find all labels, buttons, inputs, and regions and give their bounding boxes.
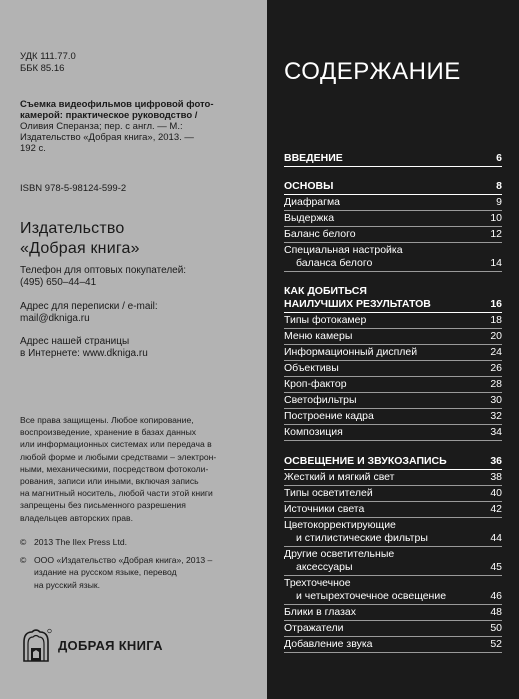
copyright-ilex bbox=[20, 536, 265, 548]
phone-number: (495) 650–44–41 bbox=[20, 276, 97, 288]
toc-entry bbox=[284, 227, 502, 243]
toc-entry-page: 18 bbox=[490, 314, 502, 326]
toc-entry-label bbox=[284, 180, 482, 193]
toc-entry bbox=[284, 284, 502, 313]
phone-block bbox=[20, 265, 186, 288]
toc-entry-title: Кроп-фактор bbox=[284, 378, 347, 390]
toc-entry bbox=[284, 605, 502, 621]
toc-entry-page: 16 bbox=[490, 298, 502, 310]
toc-entry-title: Информационный дисплей bbox=[284, 346, 418, 358]
toc-entry-page: 6 bbox=[496, 152, 502, 164]
toc-entry-title: Отражатели bbox=[284, 622, 344, 634]
toc-entry bbox=[284, 377, 502, 393]
toc-entry-page: 8 bbox=[496, 180, 502, 192]
toc-entry-title: ОСНОВЫ bbox=[284, 180, 334, 192]
toc-entry-title: Меню камеры bbox=[284, 330, 353, 342]
toc-entry-page: 36 bbox=[490, 455, 502, 467]
toc-entry-title: Трехточечное bbox=[284, 577, 351, 589]
toc-title: СОДЕРЖАНИЕ bbox=[284, 58, 461, 85]
toc-entry bbox=[284, 409, 502, 425]
toc-entry bbox=[284, 393, 502, 409]
toc-entry-label bbox=[284, 212, 482, 225]
toc-entry-title-continued: и стилистические фильтры bbox=[296, 532, 428, 544]
email-label: Адрес для переписки / e-mail: bbox=[20, 301, 158, 312]
toc-entry bbox=[284, 361, 502, 377]
copyright-line: на русский язык. bbox=[34, 579, 101, 590]
publisher-logo bbox=[20, 628, 163, 662]
toc-entry-label bbox=[284, 606, 482, 619]
toc-entry-page: 26 bbox=[490, 362, 502, 374]
toc-entry bbox=[284, 470, 502, 486]
toc-entry-label bbox=[284, 503, 482, 516]
rights-line: Все права защищены. Любое копирование, bbox=[20, 415, 194, 425]
toc-entry bbox=[284, 637, 502, 653]
toc-entry bbox=[284, 345, 502, 361]
toc-entry-page: 44 bbox=[490, 532, 502, 544]
toc-entry-title: Источники света bbox=[284, 503, 365, 515]
toc-entry bbox=[284, 502, 502, 518]
toc-entry-title: ОСВЕЩЕНИЕ И ЗВУКОЗАПИСЬ bbox=[284, 455, 447, 467]
dobraya-kniga-logo-icon bbox=[20, 628, 52, 662]
toc-entry-page: 24 bbox=[490, 346, 502, 358]
toc-entry-page: 14 bbox=[490, 257, 502, 269]
toc-entry-label bbox=[284, 362, 482, 375]
toc-entry-page: 38 bbox=[490, 471, 502, 483]
bbk: ББК 85.16 bbox=[20, 63, 65, 74]
toc-entry-label bbox=[284, 152, 482, 165]
rights-line: ными, механическими, посредством фотоколи- bbox=[20, 463, 209, 474]
toc-entry-title: Композиция bbox=[284, 426, 343, 438]
toc-entry bbox=[284, 621, 502, 637]
copyright-symbol: © bbox=[20, 537, 27, 547]
publisher-line-1: Издательство bbox=[20, 220, 125, 237]
toc-entry bbox=[284, 547, 502, 576]
toc-entry bbox=[284, 486, 502, 502]
web-label: Адрес нашей страницы bbox=[20, 336, 130, 347]
toc-entry-title: Добавление звука bbox=[284, 638, 373, 650]
toc-entry-title: Светофильтры bbox=[284, 394, 357, 406]
phone-label: Телефон для оптовых покупателей: bbox=[20, 265, 187, 276]
toc-entry-label bbox=[284, 285, 482, 311]
toc-entry bbox=[284, 211, 502, 227]
toc-entry-page: 28 bbox=[490, 378, 502, 390]
toc-entry-label bbox=[284, 455, 482, 468]
toc-entry-title: ВВЕДЕНИЕ bbox=[284, 152, 343, 164]
toc-entry-label bbox=[284, 426, 482, 439]
toc-entry-label bbox=[284, 471, 482, 484]
copyright-symbol: © bbox=[20, 555, 27, 566]
bib-title-line-2: камерой: практическое руководство / bbox=[20, 110, 198, 121]
toc-entry-label bbox=[284, 244, 482, 270]
toc-entry-label bbox=[284, 519, 482, 545]
toc-entry-label bbox=[284, 394, 482, 407]
toc-entry bbox=[284, 576, 502, 605]
toc-entry-label bbox=[284, 330, 482, 343]
rights-line: воспроизведение, хранение в базах данных bbox=[20, 427, 197, 438]
rights-line: или информационных системах или передача в bbox=[20, 439, 212, 450]
toc-entry bbox=[284, 195, 502, 211]
toc-entry-label bbox=[284, 228, 482, 241]
rights-line: владельцев авторских прав. bbox=[20, 512, 133, 523]
toc-entry-page: 40 bbox=[490, 487, 502, 499]
copyright-line: ООО «Издательство «Добрая книга», 2013 – bbox=[34, 555, 213, 566]
toc-entry-page: 32 bbox=[490, 410, 502, 422]
toc-entry-page: 46 bbox=[490, 590, 502, 602]
toc-entry-label bbox=[284, 622, 482, 635]
toc-list bbox=[284, 151, 502, 653]
toc-entry bbox=[284, 518, 502, 547]
toc-entry-label bbox=[284, 314, 482, 327]
bib-title-line-1: Съемка видеофильмов цифровой фото- bbox=[20, 99, 214, 110]
toc-entry-label bbox=[284, 577, 482, 603]
copyright-block bbox=[20, 536, 265, 591]
toc-entry-page: 52 bbox=[490, 638, 502, 650]
copyright-line: издание на русском языке, перевод bbox=[34, 567, 177, 578]
udk: УДК 111.77.0 bbox=[20, 51, 76, 62]
toc-entry bbox=[284, 329, 502, 345]
toc-entry-label bbox=[284, 487, 482, 500]
toc-entry bbox=[284, 425, 502, 441]
toc-entry-label bbox=[284, 638, 482, 651]
bib-line-5: 192 с. bbox=[20, 143, 46, 154]
bib-line-3: Оливия Сперанза; пер. с англ. — М.: bbox=[20, 121, 183, 132]
toc-entry-title: Диафрагма bbox=[284, 196, 341, 208]
toc-entry-page: 45 bbox=[490, 561, 502, 573]
toc-entry-title: Типы осветителей bbox=[284, 487, 373, 499]
copyright-text: 2013 The Ilex Press Ltd. bbox=[34, 537, 127, 547]
toc-entry-label bbox=[284, 378, 482, 391]
toc-entry-page: 12 bbox=[490, 228, 502, 240]
toc-entry-label bbox=[284, 346, 482, 359]
toc-entry-page: 42 bbox=[490, 503, 502, 515]
rights-line: на магнитный носитель, любой части этой книги bbox=[20, 488, 213, 499]
toc-entry-title: Цветокорректирующие bbox=[284, 519, 396, 531]
toc-entry-title: Баланс белого bbox=[284, 228, 356, 240]
publisher-line-2: «Добрая книга» bbox=[20, 240, 140, 257]
toc-entry-title: Жесткий и мягкий свет bbox=[284, 471, 395, 483]
toc-entry-page: 48 bbox=[490, 606, 502, 618]
toc-entry-title: Объективы bbox=[284, 362, 339, 374]
toc-entry-page: 10 bbox=[490, 212, 502, 224]
rights-line: рования, записи или иными, включая запись bbox=[20, 476, 199, 487]
toc-entry-page: 50 bbox=[490, 622, 502, 634]
toc-entry bbox=[284, 179, 502, 195]
toc-entry-title-continued: аксессуары bbox=[296, 561, 353, 573]
toc-entry-page: 34 bbox=[490, 426, 502, 438]
toc-entry-page: 20 bbox=[490, 330, 502, 342]
toc-entry-label bbox=[284, 196, 482, 209]
toc-entry-title-continued: баланса белого bbox=[296, 257, 373, 269]
toc-entry-title: Специальная настройка bbox=[284, 244, 403, 256]
toc-entry-page: 9 bbox=[496, 196, 502, 208]
email-address: mail@dkniga.ru bbox=[20, 312, 90, 324]
email-block bbox=[20, 301, 158, 324]
toc-entry-label bbox=[284, 548, 482, 574]
web-address: в Интернете: www.dkniga.ru bbox=[20, 347, 148, 359]
toc-entry-title: Типы фотокамер bbox=[284, 314, 367, 326]
toc-entry bbox=[284, 454, 502, 470]
toc-entry-title: Другие осветительные bbox=[284, 548, 395, 560]
bib-line-4: Издательство «Добрая книга», 2013. — bbox=[20, 132, 194, 143]
rights-line: запрещены без письменного разрешения bbox=[20, 500, 186, 511]
toc-entry bbox=[284, 243, 502, 272]
bibliographic-record bbox=[20, 99, 260, 154]
toc-entry-label bbox=[284, 410, 482, 423]
rights-notice bbox=[20, 414, 265, 524]
toc-entry bbox=[284, 151, 502, 167]
toc-panel bbox=[267, 0, 519, 699]
toc-entry-page: 30 bbox=[490, 394, 502, 406]
copyright-dkniga bbox=[20, 554, 265, 591]
web-block bbox=[20, 336, 148, 359]
toc-entry-title: Построение кадра bbox=[284, 410, 374, 422]
toc-entry-title-continued: и четырехточечное освещение bbox=[296, 590, 447, 602]
rights-line: любой форме и любыми средствами – электрон- bbox=[20, 451, 217, 462]
toc-entry-title: КАК ДОБИТЬСЯ bbox=[284, 285, 367, 297]
toc-entry-title: Выдержка bbox=[284, 212, 335, 224]
publisher-name bbox=[20, 219, 140, 259]
isbn: ISBN 978-5-98124-599-2 bbox=[20, 183, 127, 194]
toc-entry bbox=[284, 313, 502, 329]
toc-entry-title: Блики в глазах bbox=[284, 606, 356, 618]
toc-entry-title-continued: НАИЛУЧШИХ РЕЗУЛЬТАТОВ bbox=[284, 298, 431, 310]
copyright-text bbox=[34, 554, 212, 591]
logo-text: ДОБРАЯ КНИГА bbox=[58, 637, 163, 653]
